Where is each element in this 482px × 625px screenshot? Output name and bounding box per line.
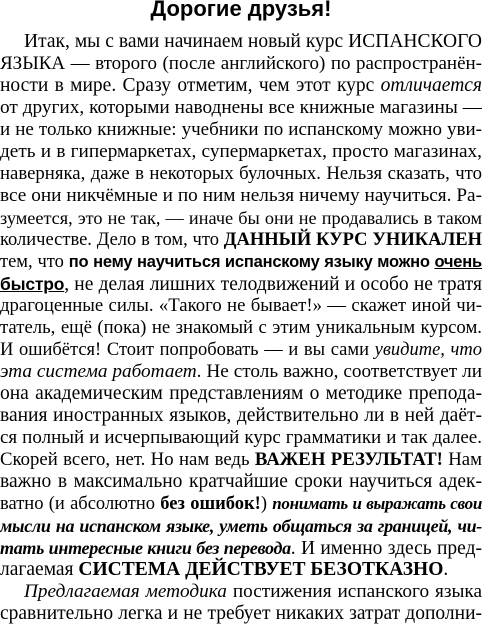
text-run: СИСТЕМА ДЕЙСТВУЕТ БЕЗОТКАЗНО [78, 559, 444, 580]
text-line [0, 383, 482, 405]
text-line [0, 581, 482, 603]
text-run: , не делая лишних телодвижений и особо не тратя [64, 274, 482, 295]
text-run: ЯЗЫКА — второго (после английского) по распространён- [0, 53, 482, 74]
text-line [0, 141, 482, 163]
text-run: эта система работает [0, 361, 197, 382]
text-line [0, 493, 482, 515]
text-line [0, 603, 482, 625]
text-line [0, 75, 482, 97]
text-run: она академическим представлениям о методике препода- [0, 383, 482, 404]
text-line [0, 163, 482, 185]
text-run: тать интересные книги без перевода [0, 538, 291, 558]
text-run: все они никчёмные и по ним нельзя ничему научиться. Ра- [0, 185, 482, 206]
text-run: количестве. Дело в том, что [0, 230, 224, 250]
text-line [0, 471, 482, 493]
text-run: деть и в гипермаркетах, супермаркетах, просто магазинах, [0, 141, 482, 162]
page-title: Дорогие друзья! [150, 0, 332, 21]
text-run: очень [434, 253, 482, 271]
text-run: без ошибок! [160, 494, 261, 514]
text-run: ВАЖЕН РЕЗУЛЬТАТ! [254, 449, 443, 470]
text-run: важно в максимально кратчайшие сроки научиться адек- [0, 471, 482, 492]
text-run: лагаемая [0, 559, 79, 580]
text-line [0, 185, 482, 207]
text-run: быстро [0, 274, 65, 294]
text-run: ности в мире. Сразу отметим, чем этот курс [0, 75, 381, 96]
text-run: увидите, что [374, 340, 482, 360]
text-line [0, 273, 482, 295]
text-line [0, 339, 482, 361]
text-line [0, 251, 482, 273]
text-run: . И именно здесь пред- [290, 538, 482, 559]
text-line [0, 427, 482, 449]
text-line [0, 559, 482, 581]
text-run: вания иностранных языков, действительно ли в ней даёт- [0, 405, 482, 426]
text-run: ДАННЫЙ КУРС УНИКАЛЕН [223, 230, 482, 250]
text-run: и не только книжные: учебники по испанскому можно уви- [0, 119, 482, 140]
text-run: Скорей всего, нет. Но нам ведь [0, 449, 255, 470]
text-run: Нам [442, 449, 482, 470]
text-line [0, 537, 482, 559]
text-run: . Не столь важно, соответствует ли [196, 361, 482, 382]
text-line [0, 229, 482, 251]
text-line [0, 317, 482, 339]
text-run: понимать и выражать свои [272, 494, 482, 513]
text-run: зумеется, это не так, — иначе бы они не продавались в таком [0, 208, 482, 228]
text-line [0, 31, 482, 53]
text-run: И ошибётся! Стоит попробовать — и вы сами [0, 340, 375, 360]
text-run: ватно (и абсолютно [0, 494, 161, 514]
text-line [0, 449, 482, 471]
text-run: драгоценные силы. «Такого не бывает!» — скажет иной чи- [0, 295, 482, 316]
text-line [0, 207, 482, 229]
text-run: от других, которыми наводнены все книжные магазины — [0, 97, 482, 118]
text-run: мысли на испанском языке, уметь общаться за границей, чи- [0, 516, 482, 536]
text-run: постижения испанского языка [226, 581, 482, 602]
text-run: по нему научиться испанскому языку можно [68, 253, 435, 271]
text-line [0, 405, 482, 427]
text-run: Предлагаемая методика [24, 581, 227, 602]
body-text [0, 31, 482, 625]
text-line [0, 361, 482, 383]
text-run: отличается [380, 75, 482, 96]
text-run: Итак, мы с вами начинаем новый курс ИСПАНСКОГО [24, 31, 482, 52]
text-run: . [443, 559, 449, 580]
text-line [0, 119, 482, 141]
text-run: ся полный и исчерпывающий курс грамматики и так далее. [0, 427, 482, 448]
text-run: наверняка, даже в некоторых булочных. Нельзя сказать, что [0, 163, 482, 184]
text-line [0, 53, 482, 75]
text-run: татель, ещё (пока) не знакомый с этим уникальным курсом. [0, 317, 482, 338]
text-run: ) [260, 494, 273, 514]
text-run: сравнительно легка и не требует никаких затрат дополни- [0, 603, 482, 624]
text-line [0, 295, 482, 317]
text-line [0, 515, 482, 537]
text-run: тем, что [0, 252, 69, 272]
text-line [0, 97, 482, 119]
